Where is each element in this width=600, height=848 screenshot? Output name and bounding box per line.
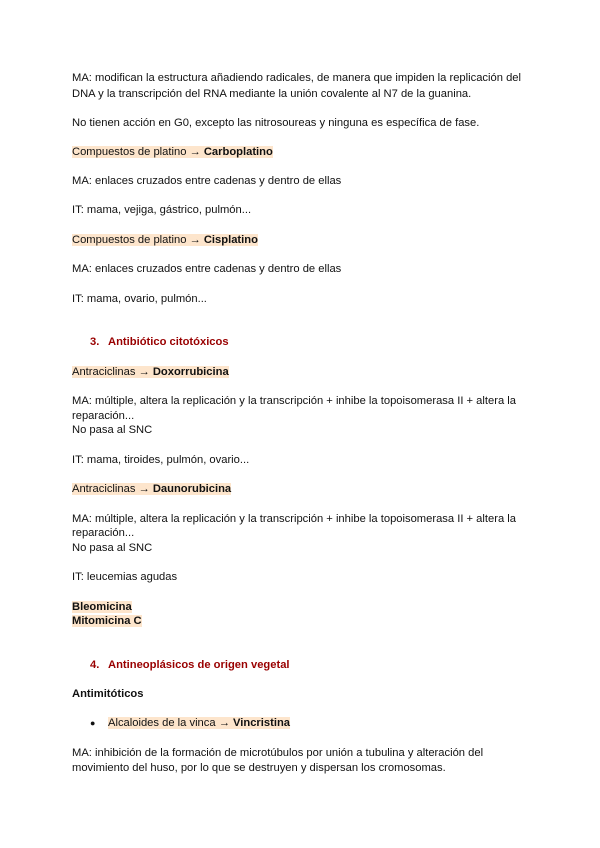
carboplatino-it: IT: mama, vejiga, gástrico, pulmón...: [72, 204, 252, 216]
section-3-number: 3.: [90, 336, 100, 348]
paragraph-ma-line-1: MA: modifican la estructura añadiendo radicales, de manera que impiden la replicación del: [72, 72, 521, 84]
doxorrubicina-highlight: [72, 366, 229, 378]
paragraph-g0: No tienen acción en G0, excepto las nitrosoureas y ninguna es específica de fase.: [72, 117, 480, 129]
vincristina-ma-line-1: MA: inhibición de la formación de microtúbulos por unión a tubulina y alteración del: [72, 747, 484, 759]
carboplatino-ma: MA: enlaces cruzados entre cadenas y dentro de ellas: [72, 175, 342, 187]
carboplatino-drug: Carboplatino: [203, 146, 273, 158]
cisplatino-heading: [72, 233, 258, 247]
section-4-heading: [90, 658, 290, 672]
carboplatino-prefix: Compuestos de platino →: [72, 146, 204, 158]
section-4-number: 4.: [90, 659, 100, 671]
doxorrubicina-prefix: Antraciclinas →: [72, 366, 153, 378]
mitomicina-line: [72, 614, 142, 628]
cisplatino-prefix: Compuestos de platino →: [72, 234, 204, 246]
vincristina-ma-line-2: movimiento del huso, por lo que se destruyen y dispersan los cromosomas.: [72, 762, 446, 774]
doxorrubicina-ma-line-2: reparación...: [72, 410, 135, 422]
bleomicina-drug: Bleomicina: [72, 601, 132, 613]
carboplatino-highlight: [72, 146, 273, 158]
section-3-heading: [90, 335, 229, 349]
cisplatino-highlight: [72, 234, 258, 246]
cisplatino-it: IT: mama, ovario, pulmón...: [72, 293, 207, 305]
daunorubicina-highlight: [72, 483, 231, 495]
section-3-title: Antibiótico citotóxicos: [108, 336, 229, 348]
daunorubicina-it: IT: leucemias agudas: [72, 571, 178, 583]
antimitoticos-heading: Antimitóticos: [72, 688, 144, 700]
bleomicina-line: [72, 600, 132, 614]
daunorubicina-ma-line-1: MA: múltiple, altera la replicación y la transcripción + inhibe la topoisomerasa II + altera la: [72, 513, 516, 525]
cisplatino-ma: MA: enlaces cruzados entre cadenas y dentro de ellas: [72, 263, 342, 275]
daunorubicina-heading: [72, 482, 231, 496]
mitomicina-drug: Mitomicina C: [72, 615, 142, 627]
daunorubicina-prefix: Antraciclinas →: [72, 483, 153, 495]
vincristina-bullet-item: [90, 716, 290, 730]
doxorrubicina-ma-line-1: MA: múltiple, altera la replicación y la transcripción + inhibe la topoisomerasa II + altera la: [72, 395, 516, 407]
vincristina-highlight: [108, 717, 290, 729]
vincristina-prefix: Alcaloides de la vinca →: [108, 717, 233, 729]
doxorrubicina-drug: Doxorrubicina: [152, 366, 229, 378]
doxorrubicina-heading: [72, 365, 229, 379]
doxorrubicina-it: IT: mama, tiroides, pulmón, ovario...: [72, 454, 250, 466]
doxorrubicina-note: No pasa al SNC: [72, 424, 153, 436]
paragraph-ma-line-2: DNA y la transcripción del RNA mediante la unión covalente al N7 de la guanina.: [72, 88, 472, 100]
carboplatino-heading: [72, 145, 273, 159]
cisplatino-drug: Cisplatino: [203, 234, 258, 246]
daunorubicina-note: No pasa al SNC: [72, 542, 153, 554]
daunorubicina-drug: Daunorubicina: [152, 483, 232, 495]
bullet-dot-icon: ●: [90, 718, 96, 728]
section-4-title: Antineoplásicos de origen vegetal: [108, 659, 290, 671]
vincristina-drug: Vincristina: [233, 717, 290, 729]
daunorubicina-ma-line-2: reparación...: [72, 527, 135, 539]
